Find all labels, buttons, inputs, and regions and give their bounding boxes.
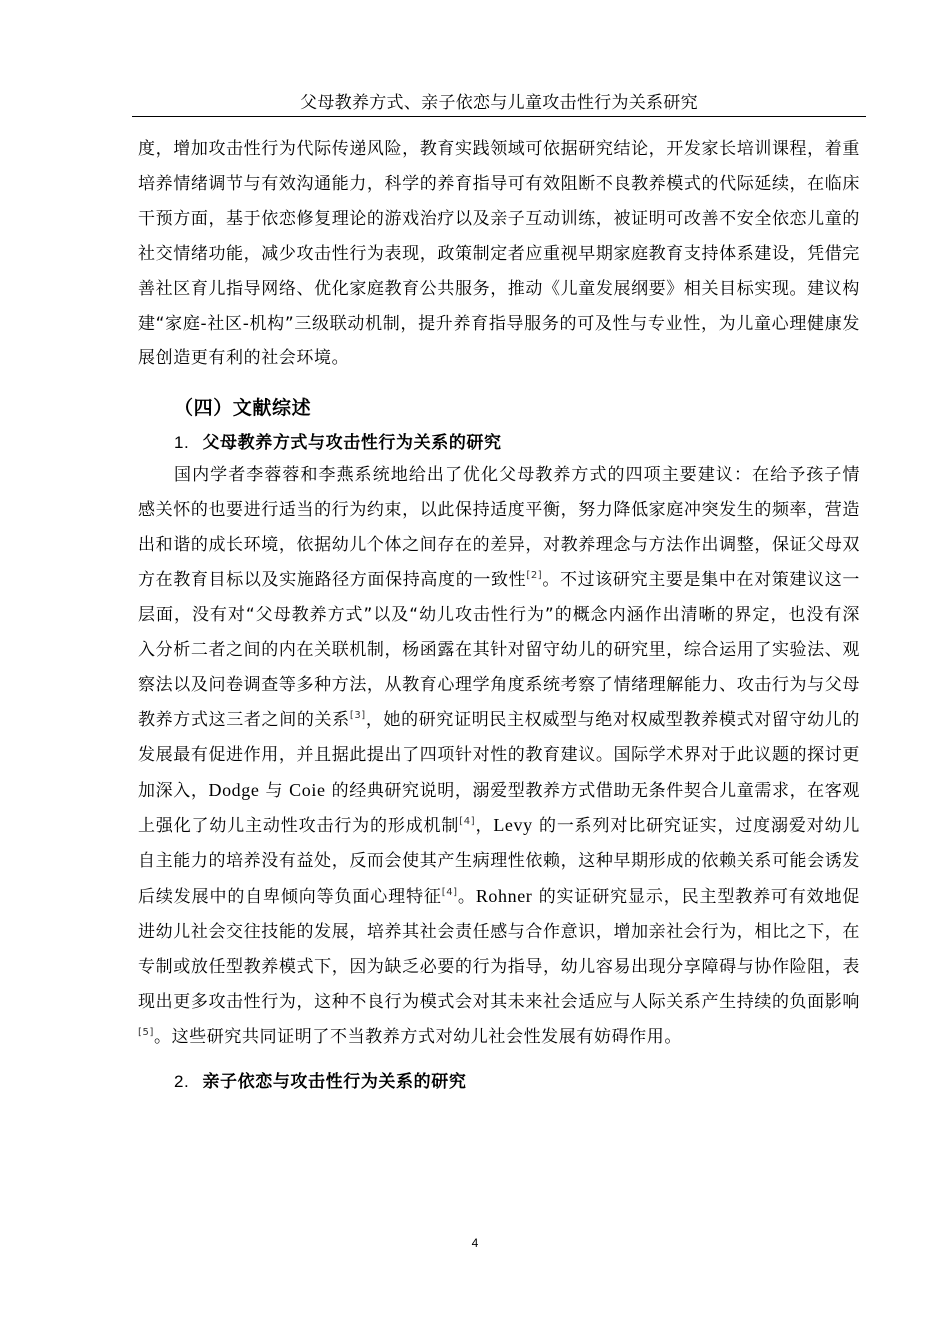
subsection-heading-2 [138, 1055, 860, 1097]
subsection-number: 1. [174, 433, 190, 453]
citation-marker: [4] [441, 887, 458, 899]
body-text [138, 132, 860, 1097]
author-name: Coie [289, 779, 326, 800]
citation-marker: [3] [349, 709, 366, 721]
text-run: 。不过该研究主要是集中在对策建议这一层面，没有对“父母教养方式”以及“幼儿攻击性行为”的概念内涵作出清晰的界定，也没有深入分析二者之间的内在关联机制，杨函露在其针对留守幼儿的研究里，综合运用了实验法、观察法以及问卷调查等多种方法，从教育心理学角度系统考察了情绪理解能力、攻击行为与父母教养方式这三者之间的关系 [138, 570, 860, 730]
header-rule [132, 116, 866, 117]
paragraph-continued: 度，增加攻击性行为代际传递风险，教育实践领域可依据研究结论，开发家长培训课程，着重培养情绪调节与有效沟通能力，科学的养育指导可有效阻断不良教养模式的代际延续，在临床干预方面，基于依恋修复理论的游戏治疗以及亲子互动训练，被证明可改善不安全依恋儿童的社交情绪功能，减少攻击性行为表现，政策制定者应重视早期家庭教育支持体系建设，凭借完善社区育儿指导网络、优化家庭教育公共服务，推动《儿童发展纲要》相关目标实现。建议构建“家庭-社区-机构”三级联动机制，提升养育指导服务的可及性与专业性，为儿童心理健康发展创造更有利的社会环境。 [138, 139, 860, 369]
author-name: Dodge [208, 779, 260, 800]
text-run: ， [475, 816, 494, 837]
text-run: ，她的研究证明民主权威型与绝对权威型教养模式对留守幼儿的发展最有促进作用，并且据此提出了四项针对性的教育建议。国际学术界对于此议题的探讨更加深入， [138, 709, 860, 801]
text-run: 。 [457, 887, 476, 908]
subsection-title: 亲子依恋与攻击性行为关系的研究 [202, 1071, 467, 1092]
paragraph-literature-review [138, 458, 860, 1054]
running-header: 父母教养方式、亲子依恋与儿童攻击性行为关系研究 [300, 93, 698, 113]
text-run: 与 [265, 780, 284, 801]
citation-marker: [2] [526, 570, 543, 582]
subsection-title: 父母教养方式与攻击性行为关系的研究 [202, 433, 502, 454]
subsection-heading-1 [138, 428, 860, 458]
text-run: 的一系列对比研究证实，过度溺爱对幼儿自主能力的培养没有益处，反而会使其产生病理性依赖，这种早期形成的依赖关系可能会诱发后续发展中的自卑倾向等负面心理特征 [138, 816, 860, 908]
text-run: 的经典研究说明，溺爱型教养方式借助无条件契合儿童需求，在客观上强化了幼儿主动性攻击行为的形成机制 [138, 780, 861, 837]
citation-marker: [4] [459, 816, 476, 828]
citation-marker: [5] [138, 1026, 154, 1038]
page-number: 4 [471, 1236, 479, 1250]
text-run: 。这些研究共同证明了不当教养方式对幼儿社会性发展有妨碍作用。 [153, 1026, 682, 1047]
section-heading: （四）文献综述 [174, 397, 312, 420]
text-run: 的实证研究显示，民主型教养可有效地促进幼儿社会交往技能的发展，培养其社会责任感与合作意识，增加亲社会行为，相比之下，在专制或放任型教养模式下，因为缺乏必要的行为指导，幼儿容易出现分享障碍与协作险阻，表现出更多攻击性行为，这种不良行为模式会对其未来社会适应与人际关系产生持续的负面影响 [138, 887, 860, 1012]
subsection-number: 2. [174, 1071, 190, 1091]
text-run: 国内学者李蓉蓉和李燕系统地给出了优化父母教养方式的四项主要建议：在给予孩子情感关怀的也要进行适当的行为约束，以此保持适度平衡，努力降低家庭冲突发生的频率，营造出和谐的成长环境，依据幼儿个体之间存在的差异，对教养理念与方法作出调整，保证父母双方在教育目标以及实施路径方面保持高度的一致性 [138, 465, 860, 591]
author-name: Levy [493, 815, 533, 836]
author-name: Rohner [475, 886, 533, 907]
